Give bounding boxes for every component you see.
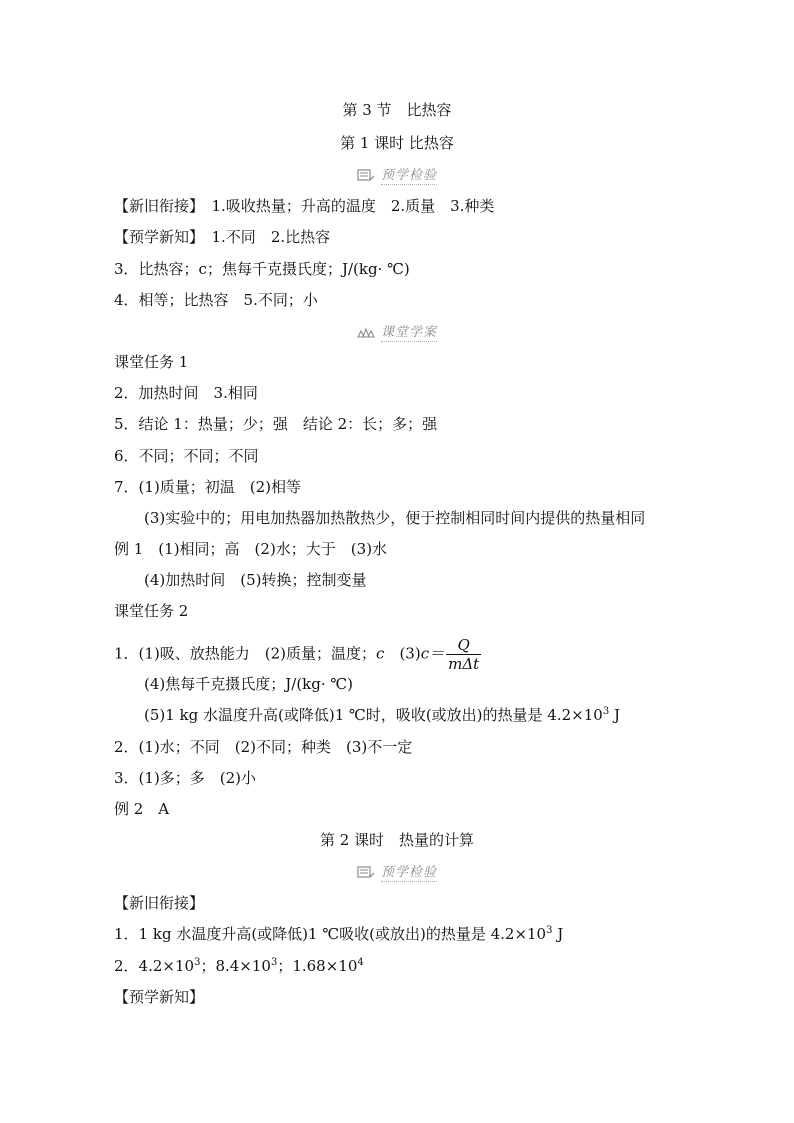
l1-item3: 3．比热容；c；焦每千克摄氏度；J/(kg· ℃) xyxy=(114,260,410,278)
l2-item2-b-exponent: 3 xyxy=(270,957,278,968)
l2-item1-unit: J xyxy=(552,925,564,943)
t1-item7: 7．(1)质量；初温 (2)相等 xyxy=(114,478,302,496)
l2-item2 xyxy=(114,956,364,976)
formula-fraction xyxy=(446,636,481,673)
preview-badge-label: 预学检验 xyxy=(381,164,437,185)
l2-xinjiu: 【新旧衔接】 xyxy=(114,894,205,912)
l2-item2-c-exponent: 4 xyxy=(357,957,364,968)
t2-item1-mid: (3) xyxy=(384,644,421,663)
t2-item1-5-exponent: 3 xyxy=(602,706,610,717)
t1-item7-3: (3)实验中的；用电加热器加热散热少，便于控制相同时间内提供的热量相同 xyxy=(144,509,646,527)
l2-item1 xyxy=(114,924,563,944)
t1-item2: 2．加热时间 3.相同 xyxy=(114,384,258,402)
t2-item1-5-unit: J xyxy=(609,706,620,724)
l2-item2-a: 2．4.2×10 xyxy=(114,957,195,975)
example2: 例 2 A xyxy=(114,800,170,818)
l1-item4: 4．相等；比热容 5.不同；小 xyxy=(114,291,318,309)
l2-item1-exponent: 3 xyxy=(546,925,553,936)
lesson1-title: 第 1 课时 比热容 xyxy=(340,134,454,152)
task1-title: 课堂任务 1 xyxy=(114,353,189,371)
t2-item1-c: c xyxy=(376,644,385,663)
preview-badge-2-label: 预学检验 xyxy=(381,861,437,882)
l2-item2-c: ；1.68×10 xyxy=(277,957,358,975)
classroom-icon xyxy=(357,325,375,339)
l2-item2-b: ；8.4×10 xyxy=(200,957,271,975)
t2-item1-prefix: 1．(1)吸、放热能力 (2)质量；温度； xyxy=(114,644,377,663)
t2-item1-5-text: (5)1 kg 水温度升高(或降低)1 ℃时，吸收(或放出)的热量是 4.2×10 xyxy=(144,706,603,724)
l1-yuxue: 【预学新知】 1.不同 2.比热容 xyxy=(114,228,331,246)
l2-item1-text: 1．1 kg 水温度升高(或降低)1 ℃吸收(或放出)的热量是 4.2×10 xyxy=(114,925,547,943)
fraction-denominator: mΔt xyxy=(448,655,480,673)
t2-item1-4: (4)焦每千克摄氏度；J/(kg· ℃) xyxy=(144,675,354,693)
l1-xinjiu: 【新旧衔接】 1.吸收热量；升高的温度 2.质量 3.种类 xyxy=(114,197,495,215)
preview-badge xyxy=(0,164,794,184)
t2-item1-eq: c＝ xyxy=(420,644,445,663)
t2-item1-5 xyxy=(144,705,620,725)
t1-item5: 5．结论 1：热量；少；强 结论 2：长；多；强 xyxy=(114,415,438,433)
example1-b: (4)加热时间 (5)转换；控制变量 xyxy=(144,571,367,589)
section-title: 第 3 节 比热容 xyxy=(342,101,452,119)
book-icon xyxy=(357,168,375,182)
t2-item1 xyxy=(114,636,481,673)
preview-badge-2 xyxy=(0,861,794,881)
t1-item6: 6．不同；不同；不同 xyxy=(114,447,259,465)
class-badge xyxy=(0,321,794,341)
example1-a: 例 1 (1)相同；高 (2)水；大于 (3)水 xyxy=(114,540,388,558)
lesson2-title: 第 2 课时 热量的计算 xyxy=(319,831,475,849)
task2-title: 课堂任务 2 xyxy=(114,602,189,620)
t2-item3: 3．(1)多；多 (2)小 xyxy=(114,769,257,787)
book-icon xyxy=(357,865,375,879)
fraction-numerator: Q xyxy=(446,636,481,655)
class-badge-label: 课堂学案 xyxy=(381,321,437,342)
l2-item2-a-exponent: 3 xyxy=(194,957,201,968)
t2-item2: 2．(1)水；不同 (2)不同；种类 (3)不一定 xyxy=(114,738,413,756)
l2-yuxue: 【预学新知】 xyxy=(114,988,205,1006)
